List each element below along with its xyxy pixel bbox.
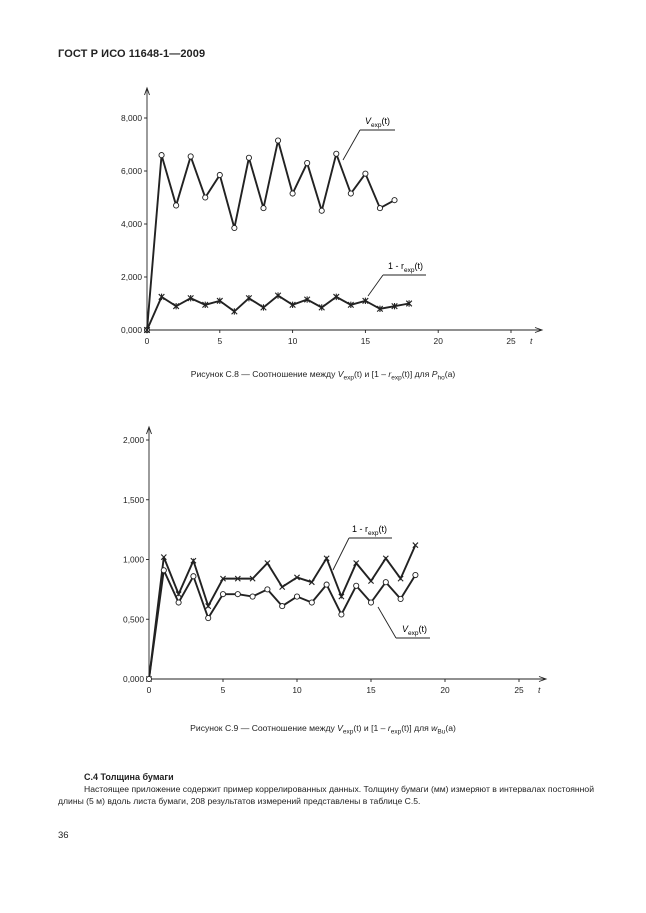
- y-tick-label: 0,000: [121, 325, 142, 335]
- figure-caption-c9: [0, 723, 646, 736]
- y-tick-label: 0,500: [123, 614, 144, 625]
- x-tick-label: 5: [220, 685, 226, 695]
- data-point: [232, 308, 238, 314]
- series-label-rexp: [352, 524, 387, 537]
- y-tick-label: 1,500: [123, 494, 144, 505]
- data-point: [383, 580, 388, 585]
- data-point: [232, 225, 237, 230]
- series-label-vexp: [402, 624, 427, 637]
- data-point: [246, 155, 251, 160]
- caption-symbol: P: [431, 369, 438, 379]
- x-tick-label: 20: [433, 336, 443, 344]
- chart-c9: [0, 425, 646, 700]
- y-tick-label: 1,000: [123, 554, 144, 565]
- data-point: [203, 195, 208, 200]
- series-label-sub: exp: [371, 122, 382, 129]
- y-tick-label: 8,000: [121, 113, 142, 123]
- data-point: [280, 584, 285, 589]
- caption-subscript: Bu: [437, 728, 446, 736]
- data-point: [146, 676, 151, 681]
- series-label-rexp: [388, 261, 423, 274]
- series-label-arg: (t): [378, 524, 387, 534]
- data-point: [324, 582, 329, 587]
- data-point: [275, 292, 281, 298]
- x-tick-label: 10: [292, 685, 302, 695]
- data-point: [206, 615, 211, 620]
- data-point: [348, 191, 353, 196]
- leader-line: [343, 130, 360, 160]
- series-label-sub: exp: [368, 530, 379, 537]
- data-point: [159, 294, 165, 300]
- leader-line: [368, 275, 383, 296]
- caption-subscript: exp: [343, 374, 354, 382]
- page-header: ГОСТ Р ИСО 11648-1—2009: [58, 48, 206, 60]
- caption-symbol: V: [337, 369, 344, 379]
- y-tick-label: 2,000: [121, 272, 142, 282]
- figure-caption-c8: [0, 369, 646, 382]
- section-title: С.4 Толщина бумаги: [84, 772, 174, 782]
- section-paragraph: Настоящее приложение содержит пример коррелированных данных. Толщину бумаги (мм) измеряют в интервалах постоянной длины (5 м) вдоль листа бумаги, 208 результатов измерений представлены в таблице С.5.: [58, 784, 594, 806]
- x-tick-label: 20: [440, 685, 450, 695]
- data-point: [413, 572, 418, 577]
- caption-symbol: V: [337, 723, 343, 733]
- x-axis-label: t: [530, 336, 533, 344]
- data-point: [217, 172, 222, 177]
- caption-text: (t)]: [401, 723, 412, 733]
- data-point: [392, 198, 397, 203]
- data-point: [265, 560, 270, 565]
- leader-line: [333, 538, 349, 570]
- x-axis-label: t: [538, 685, 541, 695]
- y-tick-label: 4,000: [121, 219, 142, 229]
- caption-subscript: ho: [437, 374, 445, 382]
- data-point: [159, 153, 164, 158]
- data-point: [188, 154, 193, 159]
- series-label-main: V: [365, 116, 372, 126]
- caption-text: (t): [353, 369, 363, 379]
- data-point: [261, 304, 267, 310]
- data-point: [354, 583, 359, 588]
- data-point: [334, 151, 339, 156]
- data-point: [265, 587, 270, 592]
- caption-text: (a): [444, 369, 456, 379]
- data-point: [309, 600, 314, 605]
- data-point: [235, 592, 240, 597]
- caption-subscript: exp: [391, 374, 402, 382]
- x-tick-label: 0: [144, 336, 150, 344]
- caption-text: (a): [445, 723, 456, 733]
- caption-symbol: w: [431, 723, 438, 733]
- data-point: [290, 191, 295, 196]
- caption-text: и [1 –: [361, 723, 388, 733]
- data-point: [280, 604, 285, 609]
- caption-text: Рисунок С.8 — Соотношение между: [190, 369, 338, 379]
- page-number: 36: [58, 830, 69, 841]
- data-point: [261, 206, 266, 211]
- caption-text: (t): [353, 723, 362, 733]
- leader-line: [378, 607, 396, 638]
- data-point: [250, 594, 255, 599]
- series-label-sub: exp: [408, 630, 419, 637]
- y-tick-label: 6,000: [121, 166, 142, 176]
- data-point: [398, 596, 403, 601]
- caption-symbol: r: [388, 369, 392, 379]
- series-label-arg: (t): [381, 116, 390, 126]
- y-tick-label: 0,000: [123, 674, 144, 684]
- x-tick-label: 0: [146, 685, 152, 695]
- data-point: [383, 556, 388, 561]
- data-point: [377, 206, 382, 211]
- series-label-vexp: [365, 116, 390, 129]
- y-tick-label: 2,000: [123, 435, 144, 445]
- caption-text: Рисунок С.9 — Соотношение между: [190, 723, 338, 733]
- x-tick-label: 15: [366, 685, 376, 695]
- data-point: [191, 574, 196, 579]
- series-label-main: 1 - r: [352, 524, 369, 534]
- data-point: [246, 295, 252, 301]
- caption-text: (t)]: [401, 369, 413, 379]
- series-line: [147, 296, 409, 330]
- data-point: [368, 600, 373, 605]
- series-label-main: 1 - r: [388, 261, 405, 271]
- caption-symbol: r: [387, 723, 391, 733]
- x-tick-label: 15: [360, 336, 371, 344]
- x-tick-label: 10: [287, 336, 298, 344]
- series-label-arg: (t): [414, 261, 423, 271]
- data-point: [319, 208, 324, 213]
- data-point: [161, 568, 166, 573]
- x-tick-label: 5: [217, 336, 223, 344]
- data-point: [294, 594, 299, 599]
- caption-text: и [1 –: [362, 369, 389, 379]
- caption-text: для: [412, 369, 432, 379]
- caption-subscript: exp: [390, 728, 402, 736]
- caption-text: для: [411, 723, 432, 733]
- series-label-sub: exp: [404, 267, 415, 274]
- x-tick-label: 25: [506, 336, 516, 344]
- data-point: [275, 138, 280, 143]
- chart-c8: [0, 82, 646, 344]
- caption-subscript: exp: [342, 728, 354, 736]
- series-label-arg: (t): [418, 624, 427, 634]
- data-point: [368, 578, 373, 583]
- data-point: [363, 171, 368, 176]
- x-tick-label: 25: [514, 685, 524, 695]
- data-point: [220, 592, 225, 597]
- data-point: [305, 160, 310, 165]
- data-point: [174, 203, 179, 208]
- series-line: [149, 545, 415, 679]
- data-point: [339, 612, 344, 617]
- series-label-main: V: [402, 624, 409, 634]
- data-point: [176, 600, 181, 605]
